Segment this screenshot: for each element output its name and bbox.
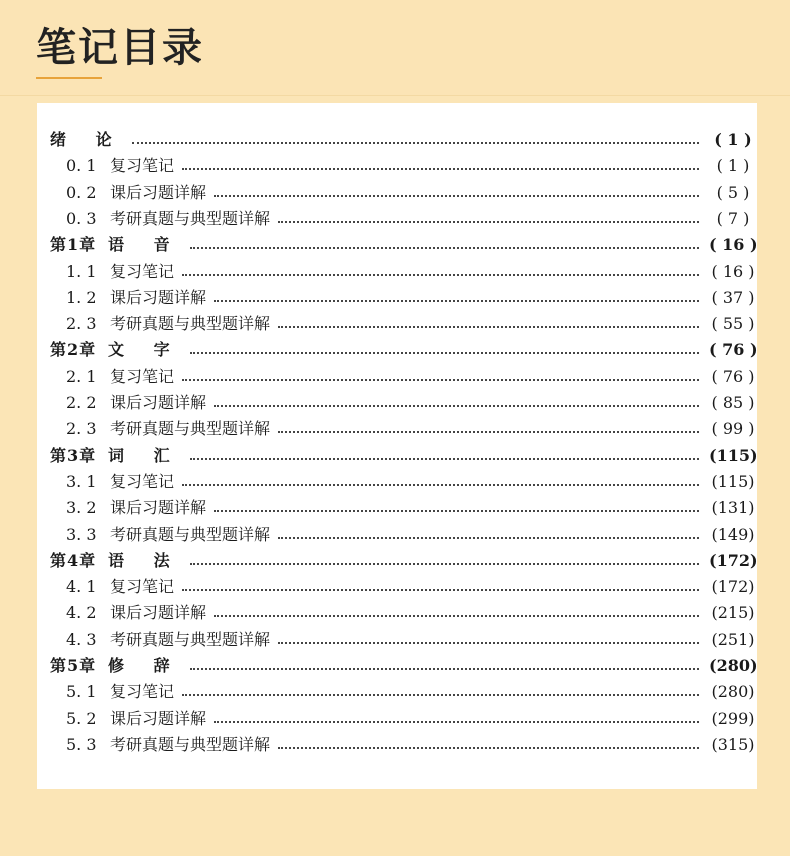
toc-entry-number: 3. 3: [66, 524, 97, 544]
dot-leader: [214, 615, 699, 617]
toc-page-number: (115): [711, 471, 755, 491]
toc-entry-title: 复习笔记: [110, 682, 175, 702]
toc-page-number: (280): [711, 682, 755, 702]
toc-section-row: [37, 259, 757, 285]
toc-entry-title: 复习笔记: [110, 261, 175, 281]
dot-leader: [182, 484, 699, 486]
toc-section-row: [37, 469, 757, 495]
toc-entry-title: 课后习题详解: [110, 393, 207, 412]
toc-entry-number: 2. 3: [66, 314, 97, 334]
toc-section-row: [37, 390, 757, 416]
toc-entry-number: 3. 2: [66, 498, 97, 518]
dot-leader: [278, 642, 699, 644]
toc-entry-title: 考研真题与典型题详解: [110, 734, 271, 754]
toc-page-number: ( 85 ): [711, 393, 755, 412]
toc-page-number: (299): [711, 708, 755, 728]
toc-entry-number: 2. 1: [66, 366, 97, 386]
page-title: 笔记目录: [36, 25, 204, 71]
toc-entry-title: 复习笔记: [110, 156, 175, 176]
toc-section-row: [37, 574, 757, 600]
toc-entry-title: 课后习题详解: [110, 708, 207, 728]
toc-panel: [37, 103, 757, 789]
dot-leader: [190, 563, 699, 565]
dot-leader: [182, 694, 699, 696]
toc-section-row: [37, 153, 757, 179]
dot-leader: [214, 721, 699, 723]
toc-page-number: ( 16 ): [709, 235, 758, 255]
toc-section-row: [37, 364, 757, 390]
toc-section-row: [37, 706, 757, 732]
toc-entry-number: 第2章: [50, 340, 97, 360]
dot-leader: [132, 142, 699, 144]
toc-entry-number: 4. 2: [66, 603, 97, 623]
dot-leader: [182, 589, 699, 591]
dot-leader: [190, 668, 699, 670]
toc-page-number: ( 55 ): [711, 314, 755, 334]
toc-entry-number: 第1章: [50, 235, 97, 255]
toc-page-number: ( 1 ): [714, 130, 752, 149]
toc-entry-title: 课后习题详解: [110, 287, 207, 307]
toc-page-number: ( 5 ): [716, 182, 750, 202]
dot-leader: [190, 247, 699, 249]
toc-entry-title: 词 汇: [108, 445, 182, 465]
dot-leader: [214, 300, 699, 302]
toc-page-number: (251): [711, 629, 755, 649]
toc-entry-number: 第5章: [50, 656, 97, 675]
toc-entry-number: 0. 3: [66, 208, 97, 228]
toc-page-number: ( 76 ): [709, 340, 758, 360]
toc-page-number: ( 7 ): [716, 208, 750, 228]
toc-page-number: ( 1 ): [716, 156, 750, 176]
toc-entry-title: 语 音: [108, 235, 182, 255]
toc-entry-number: 3. 1: [66, 471, 97, 491]
toc-entry-title: 课后习题详解: [110, 182, 207, 202]
toc-entry-number: 5. 3: [66, 734, 97, 754]
toc-entry-title: 考研真题与典型题详解: [110, 419, 271, 439]
toc-chapter-row: [37, 127, 757, 153]
dot-leader: [182, 168, 699, 170]
toc-entry-title: 修 辞: [108, 656, 182, 675]
toc-entry-number: 1. 1: [66, 261, 97, 281]
toc-entry-title: 复习笔记: [110, 471, 175, 491]
toc-section-row: [37, 311, 757, 337]
toc-entry-title: 课后习题详解: [110, 498, 207, 518]
toc-page-number: (115): [709, 445, 758, 465]
toc-page-number: (315): [711, 734, 755, 754]
toc-section-row: [37, 180, 757, 206]
toc-section-row: [37, 206, 757, 232]
toc-entry-title: 考研真题与典型题详解: [110, 208, 271, 228]
toc-chapter-row: [37, 232, 757, 258]
toc-section-row: [37, 732, 757, 758]
toc-entry-title: 语 法: [108, 550, 182, 570]
toc-section-row: [37, 522, 757, 548]
dot-leader: [182, 379, 699, 381]
toc-page-number: ( 99 ): [711, 419, 755, 439]
toc-section-row: [37, 679, 757, 705]
toc-entry-title: 考研真题与典型题详解: [110, 629, 271, 649]
toc-entry-title: 课后习题详解: [110, 603, 207, 623]
toc-entry-number: 2. 3: [66, 419, 97, 439]
dot-leader: [278, 221, 699, 223]
toc-entry-number: 0. 1: [66, 156, 97, 176]
dot-leader: [214, 405, 699, 407]
dot-leader: [214, 510, 699, 512]
toc-page-number: ( 37 ): [711, 287, 755, 307]
toc-page-number: (215): [711, 603, 755, 623]
toc-page-number: (131): [711, 498, 755, 518]
toc-chapter-row: [37, 337, 757, 363]
toc-chapter-row: [37, 443, 757, 469]
toc-entry-title: 文 字: [108, 340, 182, 360]
toc-section-row: [37, 285, 757, 311]
toc-entry-title: 复习笔记: [110, 366, 175, 386]
toc-section-row: [37, 627, 757, 653]
toc-section-row: [37, 495, 757, 521]
toc-entry-number: 1. 2: [66, 287, 97, 307]
dot-leader: [182, 274, 699, 276]
dot-leader: [278, 431, 699, 433]
toc-page-number: ( 16 ): [711, 261, 755, 281]
dot-leader: [278, 326, 699, 328]
toc-section-row: [37, 416, 757, 442]
toc-page-number: (149): [711, 524, 755, 544]
dot-leader: [278, 747, 699, 749]
title-underline: [36, 77, 102, 79]
toc-section-row: [37, 600, 757, 626]
dot-leader: [278, 537, 699, 539]
toc-entry-number: 第3章: [50, 445, 97, 465]
toc-page-number: (172): [711, 577, 755, 597]
toc-entry-number: 5. 2: [66, 708, 97, 728]
toc-entry-number: 第4章: [50, 550, 97, 570]
toc-entry-title: 复习笔记: [110, 577, 175, 597]
toc-entry-number: 5. 1: [66, 682, 97, 702]
toc-entry-number: 绪 论: [50, 130, 124, 149]
toc-chapter-row: [37, 548, 757, 574]
dot-leader: [190, 458, 699, 460]
dot-leader: [214, 195, 699, 197]
header: [0, 0, 790, 96]
dot-leader: [190, 352, 699, 354]
toc-entry-title: 考研真题与典型题详解: [110, 314, 271, 334]
toc-entry-number: 4. 1: [66, 577, 97, 597]
toc-page-number: (280): [709, 656, 758, 675]
toc-entry-number: 4. 3: [66, 629, 97, 649]
toc-entry-number: 2. 2: [66, 393, 97, 412]
toc-entry-number: 0. 2: [66, 182, 97, 202]
toc-chapter-row: [37, 653, 757, 679]
toc-page-number: ( 76 ): [711, 366, 755, 386]
toc-page-number: (172): [709, 550, 758, 570]
toc-entry-title: 考研真题与典型题详解: [110, 524, 271, 544]
